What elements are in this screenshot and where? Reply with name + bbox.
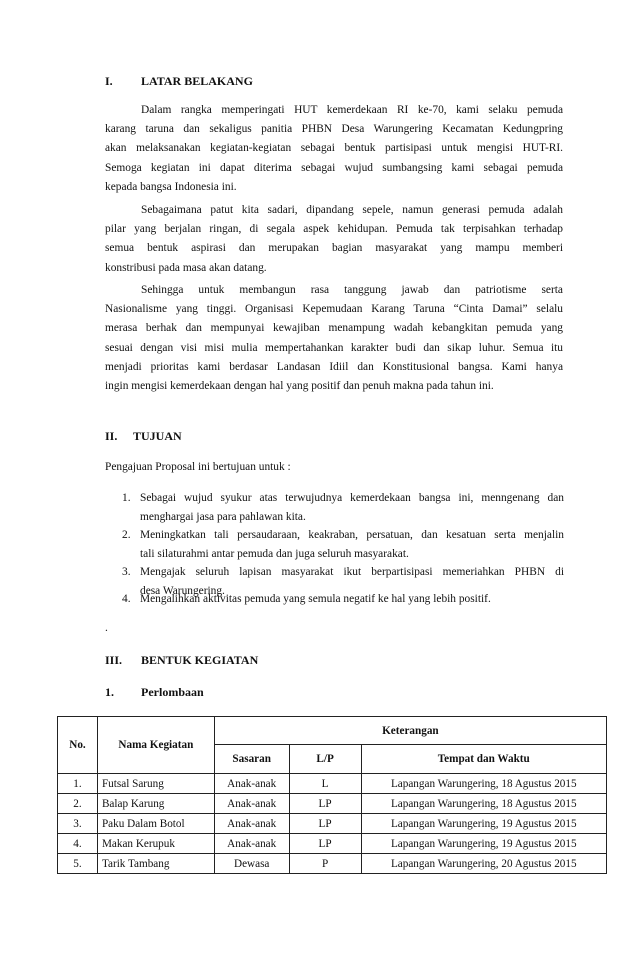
paragraph-line: ingin mengisi kemerdekaan dengan hal yang positif dan penuh makna pada tahun ini. [105, 379, 494, 392]
list-number: 1. [122, 492, 131, 504]
cell-nama: Futsal Sarung [97, 774, 214, 794]
cell-tempat: Lapangan Warungering, 18 Agustus 2015 [361, 774, 606, 794]
cell-tempat: Lapangan Warungering, 19 Agustus 2015 [361, 834, 606, 854]
cell-nama: Tarik Tambang [97, 854, 214, 874]
paragraph-line: pilar yang berjalan ringan, di segala aspek kehidupan. Pemuda tak terpisahkan terhadap [105, 223, 563, 236]
table-row [58, 834, 607, 854]
paragraph-line: karang taruna dan sekaligus panitia PHBN Desa Warungering Kecamatan Kedungpring [105, 123, 563, 136]
cell-sasaran: Anak-anak [214, 794, 289, 814]
section-1-number: I. [105, 74, 113, 88]
stray-dot: . [105, 622, 108, 634]
cell-sasaran: Dewasa [214, 854, 289, 874]
cell-no: 4. [58, 834, 98, 854]
cell-tempat: Lapangan Warungering, 19 Agustus 2015 [361, 814, 606, 834]
table-row [58, 854, 607, 874]
cell-tempat: Lapangan Warungering, 20 Agustus 2015 [361, 854, 606, 874]
objective-item-1 [122, 489, 564, 526]
list-line: menghargai jasa para pahlawan kita. [140, 510, 306, 523]
paragraph-line: Dalam rangka memperingati HUT kemerdekaan RI ke-70, kami selaku pemuda [141, 104, 563, 116]
list-text [140, 526, 564, 563]
header-nama-kegiatan: Nama Kegiatan [97, 717, 214, 774]
cell-lp: LP [289, 834, 361, 854]
list-line: Mengajak seluruh lapisan masyarakat ikut berpartisipasi memeriahkan PHBN di [140, 566, 564, 578]
section-2-title: TUJUAN [133, 429, 182, 443]
cell-lp: LP [289, 794, 361, 814]
cell-nama: Paku Dalam Botol [97, 814, 214, 834]
paragraph-line: semua bentuk aspirasi dan merupakan bagian masyarakat yang mampu memberi [105, 242, 563, 255]
paragraph-line: Sebagaimana patut kita sadari, dipandang sepele, namun generasi pemuda adalah [141, 204, 563, 216]
list-number: 2. [122, 529, 131, 541]
cell-lp: L [289, 774, 361, 794]
cell-nama: Makan Kerupuk [97, 834, 214, 854]
paragraph-line: Sehingga untuk membangun rasa tanggung jawab dan patriotisme serta [141, 284, 563, 296]
paragraph-1 [105, 101, 563, 197]
list-text [140, 590, 564, 609]
objective-item-2 [122, 526, 564, 563]
cell-sasaran: Anak-anak [214, 814, 289, 834]
cell-lp: LP [289, 814, 361, 834]
list-line: Mengalihkan aktivitas pemuda yang semula negatif ke hal yang lebih positif. [140, 593, 491, 605]
table-row [58, 794, 607, 814]
paragraph-line: akan melaksanakan kegiatan-kegiatan sebagai bentuk partisipasi untuk mengisi HUT-RI. [105, 142, 563, 155]
section-2-number: II. [105, 429, 118, 443]
section-3-title: BENTUK KEGIATAN [141, 653, 259, 667]
header-no: No. [58, 717, 98, 774]
section-3-number: III. [105, 653, 123, 667]
list-line: desa Warungering. [140, 584, 225, 597]
list-line: Sebagai wujud syukur atas terwujudnya kemerdekaan bangsa ini, menngenang dan [140, 492, 564, 504]
objective-item-4 [122, 590, 564, 609]
paragraph-2 [105, 201, 563, 278]
cell-sasaran: Anak-anak [214, 774, 289, 794]
table-row [58, 774, 607, 794]
table-row [58, 814, 607, 834]
paragraph-line: kepada bangsa Indonesia ini. [105, 180, 237, 193]
paragraph-line: Semoga kegiatan ini dapat diterima sebagai wujud sumbangsing kami sebagai pemuda [105, 161, 563, 174]
list-line: Meningkatkan tali persaudaraan, keakraban, persatuan, dan kesatuan serta menjalin [140, 529, 564, 541]
header-keterangan: Keterangan [214, 717, 606, 745]
paragraph-line: merasa berhak dan mempunyai kewajiban menampung wadah kebangkitan pemuda yang [105, 322, 563, 335]
cell-no: 1. [58, 774, 98, 794]
paragraph-line: menjadi prioritas kami berdasar Landasan Idiil dan Konstitusional bangsa. Kami hanya [105, 360, 563, 373]
cell-lp: P [289, 854, 361, 874]
cell-no: 3. [58, 814, 98, 834]
subsection-number: 1. [105, 685, 114, 699]
cell-no: 5. [58, 854, 98, 874]
activities-table [57, 716, 607, 874]
header-sasaran: Sasaran [214, 745, 289, 774]
section-1-title: LATAR BELAKANG [141, 74, 253, 88]
paragraph-line: konstribusi pada masa akan datang. [105, 261, 267, 274]
objectives-intro: Pengajuan Proposal ini bertujuan untuk : [105, 461, 291, 473]
header-lp: L/P [289, 745, 361, 774]
paragraph-3 [105, 281, 563, 396]
paragraph-line: Nasionalisme yang tinggi. Organisasi Kepemudaan Karang Taruna “Cinta Damai” selalu [105, 303, 563, 316]
cell-no: 2. [58, 794, 98, 814]
cell-sasaran: Anak-anak [214, 834, 289, 854]
subsection-title: Perlombaan [141, 685, 204, 699]
list-number: 4. [122, 593, 131, 605]
cell-tempat: Lapangan Warungering, 18 Agustus 2015 [361, 794, 606, 814]
paragraph-line: sesuai dengan visi misi mulia mempertahankan karakter budi dan sikap luhur. Semua itu [105, 341, 563, 354]
list-number: 3. [122, 566, 131, 578]
list-line: tali silaturahmi antar pemuda dan juga seluruh masyarakat. [140, 547, 409, 560]
table-header-row [58, 717, 607, 745]
list-text [140, 489, 564, 526]
header-tempat-waktu: Tempat dan Waktu [361, 745, 606, 774]
cell-nama: Balap Karung [97, 794, 214, 814]
